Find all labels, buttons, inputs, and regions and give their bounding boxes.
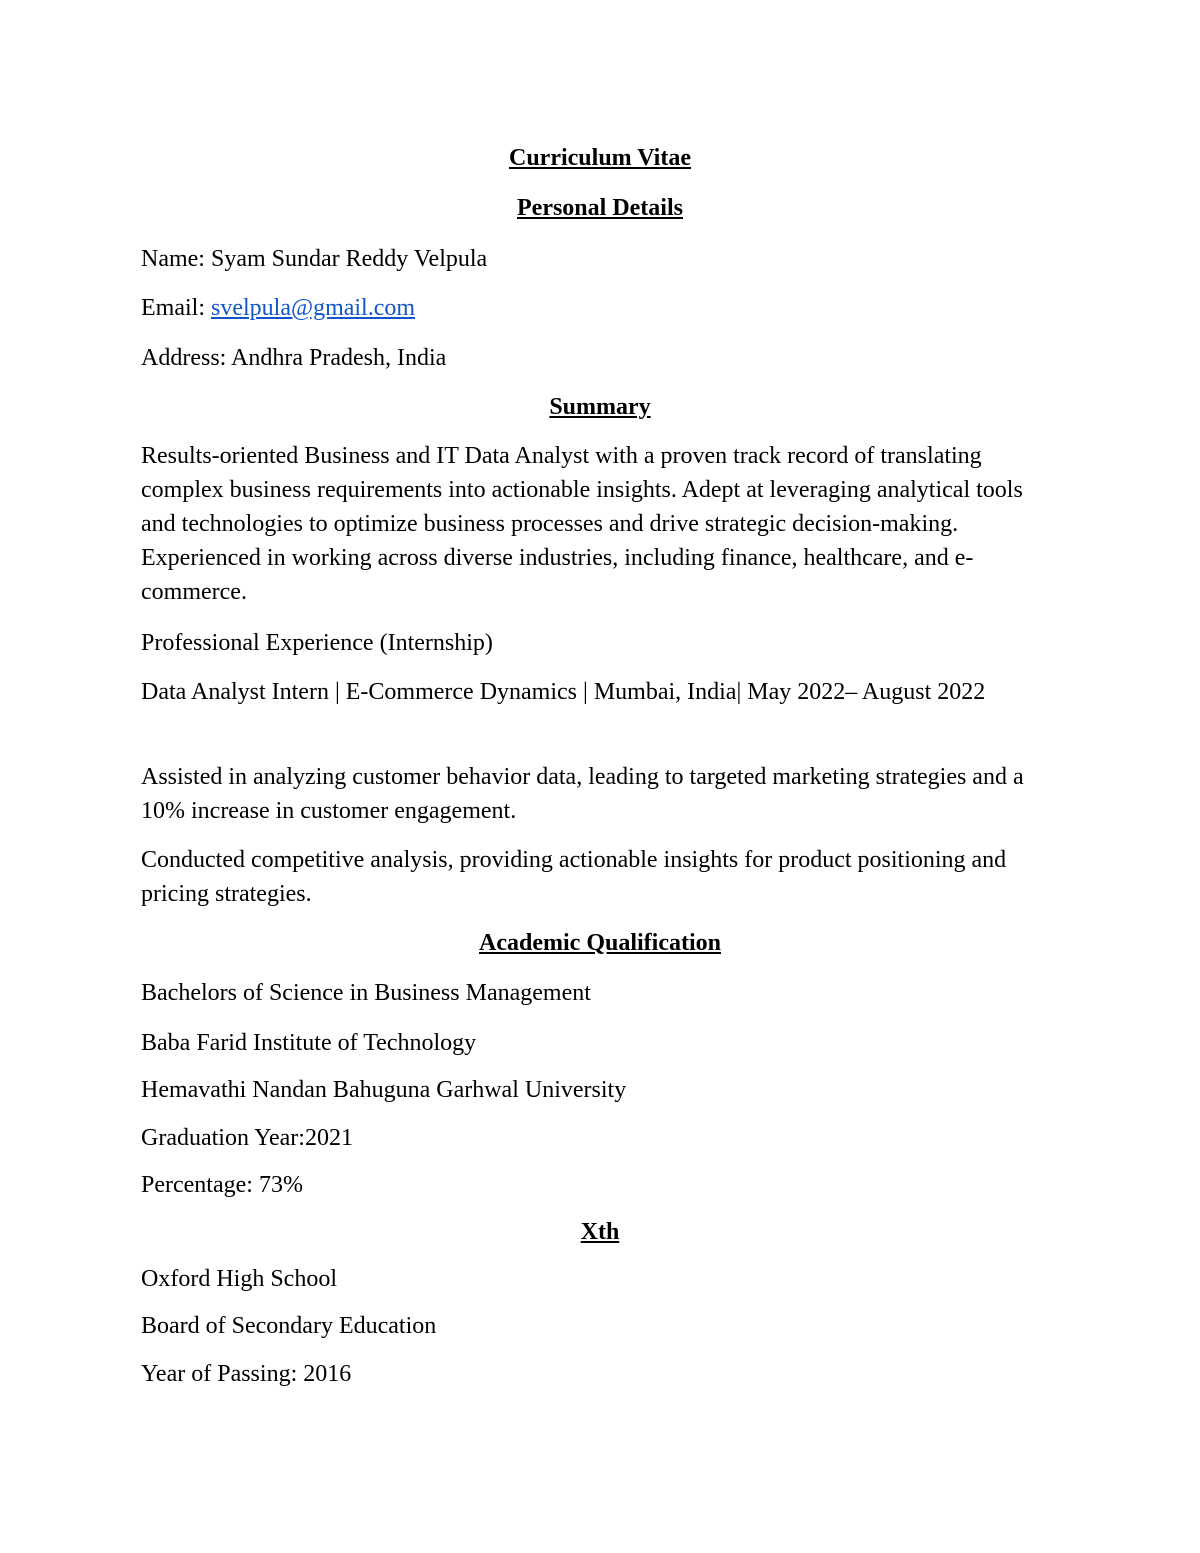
- name-value: Syam Sundar Reddy Velpula: [210, 246, 488, 272]
- personal-details-heading: Personal Details: [517, 195, 683, 221]
- xth-heading: Xth: [580, 1219, 620, 1245]
- summary-heading: Summary: [549, 394, 651, 420]
- cv-title: Curriculum Vitae: [509, 145, 691, 171]
- experience-item: Conducted competitive analysis, providing actionable insights for product positioning and pricing strategies.: [141, 847, 1007, 907]
- email-link[interactable]: svelpula@gmail.com: [210, 295, 416, 321]
- experience-heading: Professional Experience (Internship): [141, 630, 493, 656]
- school-line: Oxford High School: [141, 1266, 337, 1292]
- address-value: Andhra Pradesh, India: [231, 345, 447, 371]
- degree-line: Bachelors of Science in Business Management: [141, 980, 591, 1006]
- email-line: [141, 291, 415, 325]
- academic-heading: Academic Qualification: [479, 930, 721, 956]
- name-line: [141, 242, 487, 276]
- name-label: Name:: [141, 246, 211, 272]
- address-line: [141, 341, 446, 375]
- university-line: Hemavathi Nandan Bahuguna Garhwal University: [141, 1077, 627, 1103]
- email-label: Email:: [141, 295, 211, 321]
- institute-line: Baba Farid Institute of Technology: [141, 1030, 477, 1056]
- experience-item: Assisted in analyzing customer behavior data, leading to targeted marketing strategies and a 10% increase in customer engagement.: [141, 764, 1024, 824]
- board-line: Board of Secondary Education: [141, 1313, 437, 1339]
- percentage-line: Percentage: 73%: [141, 1172, 303, 1198]
- year-of-passing-line: Year of Passing: 2016: [141, 1361, 352, 1387]
- experience-role-line: Data Analyst Intern | E-Commerce Dynamics | Mumbai, India| May 2022– August 2022: [141, 679, 986, 705]
- address-label: Address:: [141, 345, 231, 371]
- summary-text: Results-oriented Business and IT Data Analyst with a proven track record of translating complex business requirements into actionable insights. Adept at leveraging analytical tools and technologies to optimize business processes and drive strategic decision-making. Experienced in working across diverse industries, including finance, healthcare, and e-commerce.: [141, 443, 1023, 605]
- graduation-line: Graduation Year:2021: [141, 1125, 353, 1151]
